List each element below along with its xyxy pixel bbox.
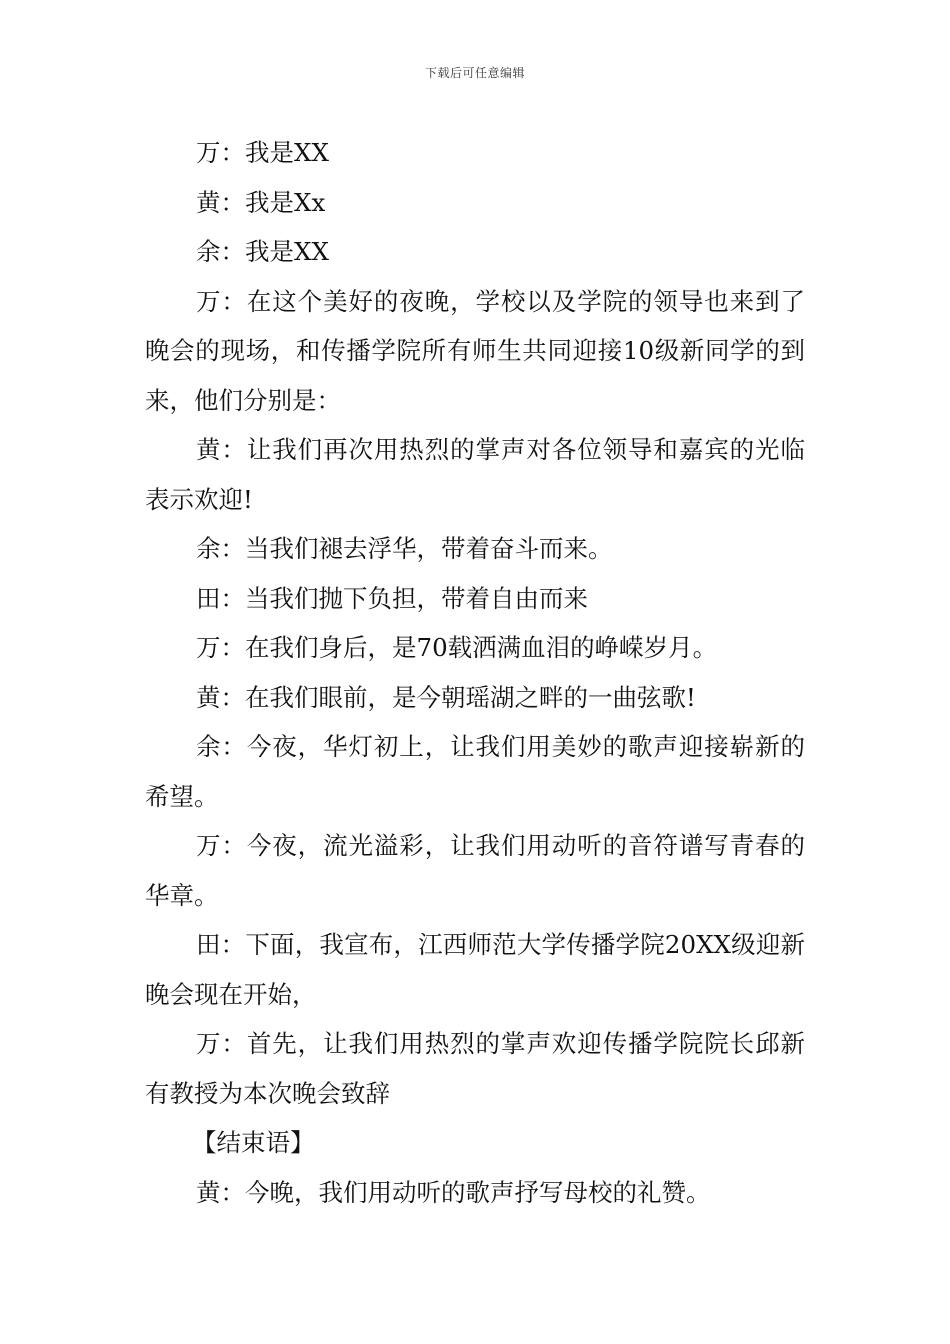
paragraph: 黄：在我们眼前，是今朝瑶湖之畔的一曲弦歌! xyxy=(196,682,696,712)
section-heading: 【结束语】 xyxy=(192,1128,315,1157)
paragraph: 余：当我们褪去浮华，带着奋斗而来。 xyxy=(196,534,613,563)
paragraph: 黄：今晚，我们用动听的歌声抒写母校的礼赞。 xyxy=(196,1177,711,1207)
paragraph: 万：今夜，流光溢彩，让我们用动听的音符谱写青春的华章。 xyxy=(145,831,805,910)
paragraph: 万：在这个美好的夜晚，学校以及学院的领导也来到了晚会的现场，和传播学院所有师生共同迎接10级新同学的到来，他们分别是： xyxy=(145,286,805,415)
paragraph: 黄：让我们再次用热烈的掌声对各位领导和嘉宾的光临表示欢迎! xyxy=(145,435,805,514)
document-body xyxy=(145,128,805,1217)
paragraph: 田：当我们抛下负担，带着自由而来 xyxy=(196,583,588,613)
paragraph: 余：今夜，华灯初上，让我们用美妙的歌声迎接崭新的希望。 xyxy=(145,732,805,811)
paragraph: 余：我是XX xyxy=(196,237,329,266)
page-header: 下载后可任意编辑 xyxy=(424,66,525,80)
paragraph: 万：首先，让我们用热烈的掌声欢迎传播学院院长邱新有教授为本次晚会致辞 xyxy=(145,1029,805,1108)
paragraph: 万：我是XX xyxy=(196,138,329,167)
paragraph: 黄：我是Xx xyxy=(196,187,326,217)
paragraph: 田：下面，我宣布，江西师范大学传播学院20XX级迎新晚会现在开始， xyxy=(145,930,805,1009)
paragraph: 万：在我们身后，是70载洒满血泪的峥嵘岁月。 xyxy=(196,633,718,662)
